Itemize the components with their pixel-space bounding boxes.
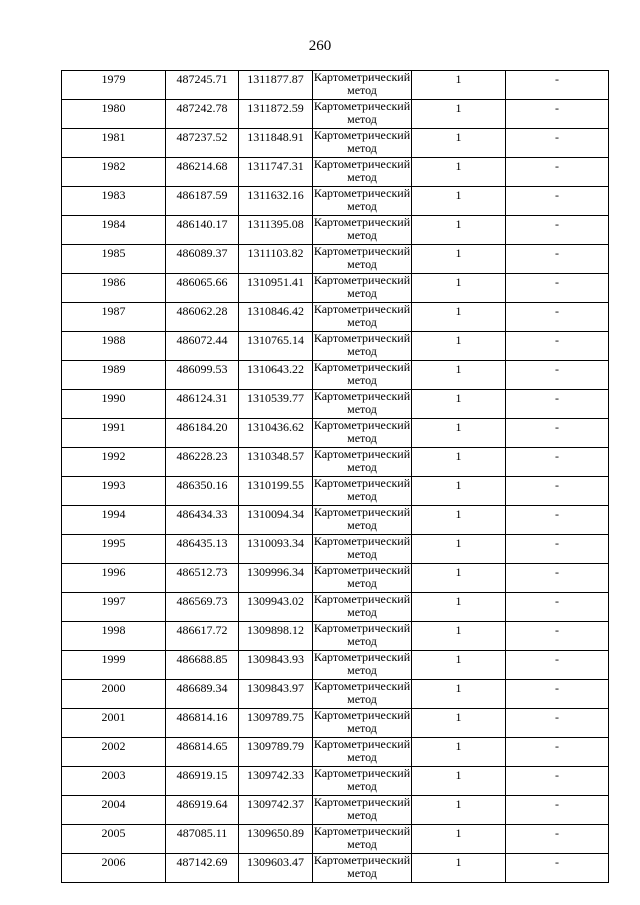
table-row [62,680,609,709]
method-cell: Картометрический метод [313,767,412,796]
method-cell: Картометрический метод [313,158,412,187]
extra-cell: - [506,332,609,361]
method-cell: Картометрический метод [313,622,412,651]
x-coordinate-cell: 486435.13 [166,535,239,564]
extra-cell: - [506,100,609,129]
extra-cell: - [506,187,609,216]
table-row [62,564,609,593]
extra-cell: - [506,216,609,245]
y-coordinate-cell: 1310094.34 [239,506,313,535]
accuracy-cell: 1 [412,680,506,709]
y-coordinate-cell: 1309898.12 [239,622,313,651]
method-cell: Картометрический метод [313,419,412,448]
point-number-cell: 1992 [62,448,166,477]
method-cell: Картометрический метод [313,680,412,709]
extra-cell: - [506,767,609,796]
y-coordinate-cell: 1310765.14 [239,332,313,361]
method-cell: Картометрический метод [313,361,412,390]
x-coordinate-cell: 487237.52 [166,129,239,158]
accuracy-cell: 1 [412,564,506,593]
y-coordinate-cell: 1310436.62 [239,419,313,448]
table-row [62,274,609,303]
y-coordinate-cell: 1311872.59 [239,100,313,129]
extra-cell: - [506,535,609,564]
accuracy-cell: 1 [412,71,506,100]
point-number-cell: 1982 [62,158,166,187]
y-coordinate-cell: 1311877.87 [239,71,313,100]
y-coordinate-cell: 1310348.57 [239,448,313,477]
y-coordinate-cell: 1309843.93 [239,651,313,680]
accuracy-cell: 1 [412,535,506,564]
extra-cell: - [506,709,609,738]
accuracy-cell: 1 [412,361,506,390]
method-cell: Картометрический метод [313,651,412,680]
accuracy-cell: 1 [412,651,506,680]
point-number-cell: 1981 [62,129,166,158]
accuracy-cell: 1 [412,506,506,535]
extra-cell: - [506,738,609,767]
method-cell: Картометрический метод [313,593,412,622]
y-coordinate-cell: 1309996.34 [239,564,313,593]
point-number-cell: 1985 [62,245,166,274]
x-coordinate-cell: 486814.65 [166,738,239,767]
x-coordinate-cell: 486065.66 [166,274,239,303]
extra-cell: - [506,158,609,187]
extra-cell: - [506,448,609,477]
method-cell: Картометрический метод [313,245,412,274]
accuracy-cell: 1 [412,738,506,767]
point-number-cell: 1995 [62,535,166,564]
accuracy-cell: 1 [412,854,506,883]
method-cell: Картометрический метод [313,332,412,361]
extra-cell: - [506,419,609,448]
table-row [62,216,609,245]
table-row [62,448,609,477]
method-cell: Картометрический метод [313,71,412,100]
point-number-cell: 1984 [62,216,166,245]
accuracy-cell: 1 [412,332,506,361]
method-cell: Картометрический метод [313,187,412,216]
x-coordinate-cell: 486072.44 [166,332,239,361]
y-coordinate-cell: 1309789.79 [239,738,313,767]
extra-cell: - [506,477,609,506]
accuracy-cell: 1 [412,303,506,332]
x-coordinate-cell: 487142.69 [166,854,239,883]
page-number: 260 [308,38,332,54]
point-number-cell: 2005 [62,825,166,854]
y-coordinate-cell: 1309742.37 [239,796,313,825]
extra-cell: - [506,593,609,622]
point-number-cell: 1983 [62,187,166,216]
y-coordinate-cell: 1309742.33 [239,767,313,796]
point-number-cell: 1999 [62,651,166,680]
accuracy-cell: 1 [412,129,506,158]
x-coordinate-cell: 487085.11 [166,825,239,854]
x-coordinate-cell: 486124.31 [166,390,239,419]
x-coordinate-cell: 486919.64 [166,796,239,825]
method-cell: Картометрический метод [313,854,412,883]
point-number-cell: 1996 [62,564,166,593]
method-cell: Картометрический метод [313,535,412,564]
point-number-cell: 2004 [62,796,166,825]
extra-cell: - [506,245,609,274]
point-number-cell: 2002 [62,738,166,767]
extra-cell: - [506,825,609,854]
table-body [62,71,609,883]
y-coordinate-cell: 1309843.97 [239,680,313,709]
extra-cell: - [506,71,609,100]
y-coordinate-cell: 1311848.91 [239,129,313,158]
table-row [62,419,609,448]
extra-cell: - [506,796,609,825]
method-cell: Картометрический метод [313,564,412,593]
point-number-cell: 1993 [62,477,166,506]
accuracy-cell: 1 [412,593,506,622]
table-row [62,100,609,129]
extra-cell: - [506,680,609,709]
x-coordinate-cell: 487242.78 [166,100,239,129]
extra-cell: - [506,274,609,303]
table-row [62,535,609,564]
method-cell: Картометрический метод [313,738,412,767]
x-coordinate-cell: 486814.16 [166,709,239,738]
method-cell: Картометрический метод [313,390,412,419]
extra-cell: - [506,506,609,535]
y-coordinate-cell: 1310846.42 [239,303,313,332]
y-coordinate-cell: 1310643.22 [239,361,313,390]
y-coordinate-cell: 1310951.41 [239,274,313,303]
x-coordinate-cell: 486434.33 [166,506,239,535]
accuracy-cell: 1 [412,158,506,187]
method-cell: Картометрический метод [313,303,412,332]
x-coordinate-cell: 486689.34 [166,680,239,709]
accuracy-cell: 1 [412,477,506,506]
table-row [62,303,609,332]
point-number-cell: 1986 [62,274,166,303]
point-number-cell: 2001 [62,709,166,738]
x-coordinate-cell: 486919.15 [166,767,239,796]
x-coordinate-cell: 486140.17 [166,216,239,245]
y-coordinate-cell: 1311632.16 [239,187,313,216]
extra-cell: - [506,564,609,593]
accuracy-cell: 1 [412,274,506,303]
method-cell: Картометрический метод [313,100,412,129]
table-row [62,477,609,506]
table-row [62,129,609,158]
x-coordinate-cell: 486617.72 [166,622,239,651]
table-row [62,709,609,738]
method-cell: Картометрический метод [313,506,412,535]
method-cell: Картометрический метод [313,709,412,738]
x-coordinate-cell: 486062.28 [166,303,239,332]
method-cell: Картометрический метод [313,274,412,303]
x-coordinate-cell: 486184.20 [166,419,239,448]
y-coordinate-cell: 1311395.08 [239,216,313,245]
table-row [62,767,609,796]
table-row [62,71,609,100]
extra-cell: - [506,390,609,419]
table-row [62,187,609,216]
x-coordinate-cell: 487245.71 [166,71,239,100]
y-coordinate-cell: 1310093.34 [239,535,313,564]
x-coordinate-cell: 486228.23 [166,448,239,477]
point-number-cell: 2003 [62,767,166,796]
extra-cell: - [506,361,609,390]
method-cell: Картометрический метод [313,477,412,506]
x-coordinate-cell: 486569.73 [166,593,239,622]
table-row [62,622,609,651]
point-number-cell: 1989 [62,361,166,390]
x-coordinate-cell: 486512.73 [166,564,239,593]
y-coordinate-cell: 1309943.02 [239,593,313,622]
table-row [62,506,609,535]
method-cell: Картометрический метод [313,216,412,245]
accuracy-cell: 1 [412,419,506,448]
x-coordinate-cell: 486350.16 [166,477,239,506]
method-cell: Картометрический метод [313,825,412,854]
method-cell: Картометрический метод [313,448,412,477]
accuracy-cell: 1 [412,796,506,825]
method-cell: Картометрический метод [313,796,412,825]
table-row [62,158,609,187]
point-number-cell: 1991 [62,419,166,448]
y-coordinate-cell: 1310199.55 [239,477,313,506]
point-number-cell: 1980 [62,100,166,129]
table-row [62,796,609,825]
coordinates-table [61,70,609,883]
extra-cell: - [506,622,609,651]
table-row [62,854,609,883]
point-number-cell: 1997 [62,593,166,622]
accuracy-cell: 1 [412,767,506,796]
extra-cell: - [506,854,609,883]
extra-cell: - [506,651,609,680]
table-row [62,245,609,274]
point-number-cell: 1994 [62,506,166,535]
accuracy-cell: 1 [412,825,506,854]
table-row [62,825,609,854]
accuracy-cell: 1 [412,100,506,129]
x-coordinate-cell: 486187.59 [166,187,239,216]
accuracy-cell: 1 [412,187,506,216]
x-coordinate-cell: 486089.37 [166,245,239,274]
table-row [62,651,609,680]
table-row [62,332,609,361]
table-row [62,390,609,419]
point-number-cell: 2000 [62,680,166,709]
y-coordinate-cell: 1311103.82 [239,245,313,274]
y-coordinate-cell: 1309650.89 [239,825,313,854]
x-coordinate-cell: 486214.68 [166,158,239,187]
accuracy-cell: 1 [412,390,506,419]
table-row [62,738,609,767]
y-coordinate-cell: 1310539.77 [239,390,313,419]
accuracy-cell: 1 [412,622,506,651]
point-number-cell: 1987 [62,303,166,332]
method-cell: Картометрический метод [313,129,412,158]
y-coordinate-cell: 1309789.75 [239,709,313,738]
point-number-cell: 1979 [62,71,166,100]
y-coordinate-cell: 1311747.31 [239,158,313,187]
extra-cell: - [506,129,609,158]
extra-cell: - [506,303,609,332]
point-number-cell: 2006 [62,854,166,883]
accuracy-cell: 1 [412,245,506,274]
point-number-cell: 1990 [62,390,166,419]
x-coordinate-cell: 486099.53 [166,361,239,390]
table-row [62,361,609,390]
accuracy-cell: 1 [412,448,506,477]
point-number-cell: 1988 [62,332,166,361]
accuracy-cell: 1 [412,709,506,738]
point-number-cell: 1998 [62,622,166,651]
table-row [62,593,609,622]
y-coordinate-cell: 1309603.47 [239,854,313,883]
x-coordinate-cell: 486688.85 [166,651,239,680]
accuracy-cell: 1 [412,216,506,245]
